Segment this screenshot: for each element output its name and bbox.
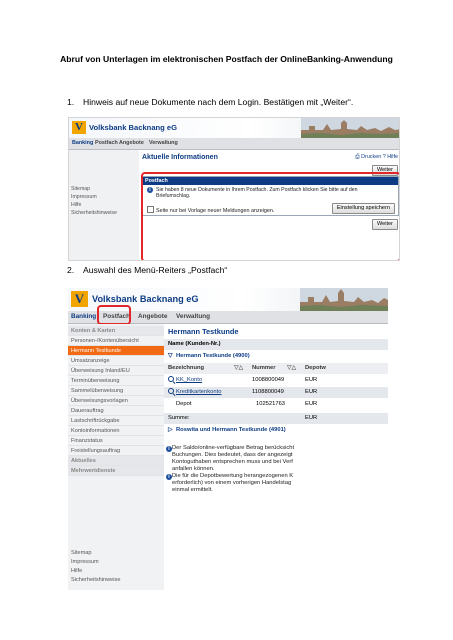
sidebar-item-freistellungsauftrag[interactable]: Freistellungsauftrag	[68, 446, 164, 456]
sidebar-link-sitemap[interactable]: Sitemap	[71, 186, 91, 192]
step-1-text: Hinweis auf neue Dokumente nach dem Login. Bestätigen mit „Weiter“.	[83, 97, 354, 107]
bank-header	[69, 118, 400, 138]
bank-name: Volksbank Backnang eG	[92, 294, 199, 304]
sidebar-link-hilfe[interactable]: Hilfe	[71, 568, 83, 574]
message-title: Postfach	[145, 178, 168, 184]
sidebar-item-finanzstatus[interactable]: Finanzstatus	[68, 436, 164, 446]
sidebar-item-vorlagen[interactable]: Überweisungsvorlagen	[68, 396, 164, 406]
sidebar	[69, 150, 139, 261]
sidebar-link-sicherheitshinweise[interactable]: Sicherheitshinweise	[71, 577, 121, 583]
step-2-text: Auswahl des Menü-Reiters „Postfach“	[83, 265, 228, 275]
table-row	[164, 387, 388, 398]
account-link-kreditkartenkonto[interactable]: Kreditkartenkonto	[168, 387, 221, 398]
name-header-row	[164, 339, 388, 350]
chevron-down-icon[interactable]: ▽	[168, 353, 173, 359]
account-link-kk-konto[interactable]: KK_Konto	[168, 375, 202, 386]
sort-arrows-icon[interactable]: ▽△	[287, 365, 296, 371]
customer-1-row[interactable]	[164, 351, 388, 362]
customer-2-row[interactable]	[164, 425, 388, 436]
step-2-number: 2.	[67, 265, 75, 275]
next-button-bottom[interactable]: Weiter	[372, 219, 398, 230]
screenshot-current-info	[68, 117, 400, 261]
account-number: 1008800049	[252, 377, 285, 383]
save-settings-button[interactable]: Einstellung speichern	[332, 203, 395, 214]
sidebar-item-lastschriftrueckgabe[interactable]: Lastschriftrückgabe	[68, 416, 164, 426]
message-line-2: Briefumschlag.	[156, 193, 191, 200]
table-row	[164, 375, 388, 386]
account-currency: EUR	[305, 401, 318, 407]
sidebar-link-sicherheitshinweise[interactable]: Sicherheitshinweise	[71, 210, 117, 216]
info-icon: i	[166, 446, 172, 452]
sidebar	[68, 324, 164, 590]
checkbox-label: Seite nur bei Vorlage neuer Meldungen anzeigen.	[156, 208, 275, 214]
sidebar-section-aktuelles[interactable]: Aktuelles	[68, 456, 164, 466]
page-heading: Hermann Testkunde	[168, 327, 239, 336]
magnifier-icon	[168, 388, 174, 394]
printer-icon[interactable]: ⎙	[355, 154, 360, 160]
volksbank-logo: V	[72, 121, 86, 134]
postfach-highlight	[97, 305, 131, 325]
tab-angebote[interactable]: Angebote	[119, 140, 144, 146]
volksbank-logo: V	[71, 291, 88, 307]
sidebar-link-impressum[interactable]: Impressum	[71, 559, 99, 565]
sidebar-section-mehrwertdienste[interactable]: Mehrwertdienste	[68, 466, 164, 476]
sidebar-link-hilfe[interactable]: Hilfe	[71, 202, 82, 208]
sidebar-item-dauerauftrag[interactable]: Dauerauftrag	[68, 406, 164, 416]
sort-arrows-icon[interactable]: ▽△	[234, 365, 243, 371]
tab-angebote[interactable]: Angebote	[138, 313, 168, 320]
info-icon: i	[147, 187, 153, 193]
tab-verwaltung[interactable]: Verwaltung	[176, 313, 211, 320]
main-menu	[69, 138, 400, 150]
col-bezeichnung[interactable]: Bezeichnung	[168, 365, 205, 371]
town-skyline-image	[300, 288, 388, 311]
step-1	[67, 97, 353, 107]
sidebar-item-umsatzanzeige[interactable]: Umsatzanzeige	[68, 356, 164, 366]
sidebar-link-impressum[interactable]: Impressum	[71, 194, 97, 200]
tab-postfach[interactable]: Postfach	[103, 313, 130, 320]
note-line: Der Saldo/online-verfügbare Betrag berücksicht	[172, 445, 295, 451]
customer-2-link[interactable]: Roswita und Hermann Testkunde (4901)	[176, 427, 286, 433]
help-icon[interactable]: ?	[382, 154, 386, 160]
tab-banking[interactable]: Banking	[72, 140, 94, 146]
account-number: 102521763	[256, 401, 286, 407]
print-link[interactable]: Drucken	[361, 154, 382, 160]
next-button-top[interactable]: Weiter	[372, 165, 398, 176]
col-nummer[interactable]: Nummer	[252, 365, 276, 371]
sidebar-section-konten[interactable]: Konten & Karten	[68, 326, 164, 336]
sum-label: Summe:	[168, 415, 190, 421]
account-currency: EUR	[305, 377, 318, 383]
note-line: Buchungen. Dies bedeutet, dass der angezeigt	[172, 452, 293, 458]
sidebar-item-ueberweisung[interactable]: Überweisung Inland/EU	[68, 366, 164, 376]
sidebar-link-sitemap[interactable]: Sitemap	[71, 550, 92, 556]
note-line: Die für die Depotbewertung herangezogenen K	[172, 473, 294, 479]
main-content	[164, 324, 388, 590]
document-title: Abruf von Unterlagen im elektronischen Postfach der OnlineBanking-Anwendung	[60, 54, 393, 64]
tab-banking[interactable]: Banking	[71, 313, 97, 320]
account-currency: EUR	[305, 389, 318, 395]
step-1-number: 1.	[67, 97, 75, 107]
account-number: 1108800049	[252, 389, 284, 395]
sidebar-item-hermann-testkunde[interactable]: Hermann Testkunde	[68, 346, 164, 356]
table-header-row	[164, 363, 388, 374]
col-depotwert[interactable]: Depotw	[305, 365, 326, 371]
step-2	[67, 265, 227, 275]
help-link[interactable]: Hilfe	[387, 154, 398, 160]
tab-postfach[interactable]: Postfach	[95, 140, 118, 146]
tab-verwaltung[interactable]: Verwaltung	[149, 140, 178, 146]
toolbar	[355, 154, 398, 161]
table-row	[164, 399, 388, 410]
message-line-1: Sie haben 8 neue Dokumente in Ihrem Postfach. Zum Postfach klicken Sie bitte auf den	[156, 187, 358, 193]
info-icon: i	[166, 474, 172, 480]
town-skyline-image	[301, 118, 400, 138]
sum-currency: EUR	[305, 415, 318, 421]
note-line: Kontoguthaben entsprechen muss und bei Verf	[172, 459, 293, 465]
magnifier-icon	[168, 376, 174, 382]
screenshot-account-overview	[68, 288, 388, 590]
note-line: einmal ermittelt.	[172, 487, 213, 493]
account-name-depot: Depot	[176, 401, 192, 407]
customer-1-link[interactable]: Hermann Testkunde (4900)	[176, 353, 250, 359]
note-line: erforderlich) von einem vorherigen Handelstag	[172, 480, 292, 486]
sidebar-item-personen[interactable]: Personen-/Kontenübersicht	[68, 336, 164, 346]
page-heading: Aktuelle Informationen	[142, 154, 218, 161]
note-line: anfallen können.	[172, 466, 215, 472]
name-header: Name (Kunden-Nr.)	[168, 341, 221, 347]
highlight-frame	[141, 172, 400, 261]
sidebar-item-kontoinformationen[interactable]: Kontoinformationen	[68, 426, 164, 436]
sidebar-item-terminueberweisung[interactable]: Terminüberweisung	[68, 376, 164, 386]
sidebar-item-sammelueberweisung[interactable]: Sammelüberweisung	[68, 386, 164, 396]
sum-row	[164, 413, 388, 424]
bank-name: Volksbank Backnang eG	[89, 123, 178, 132]
chevron-right-icon[interactable]: ▷	[168, 427, 173, 433]
